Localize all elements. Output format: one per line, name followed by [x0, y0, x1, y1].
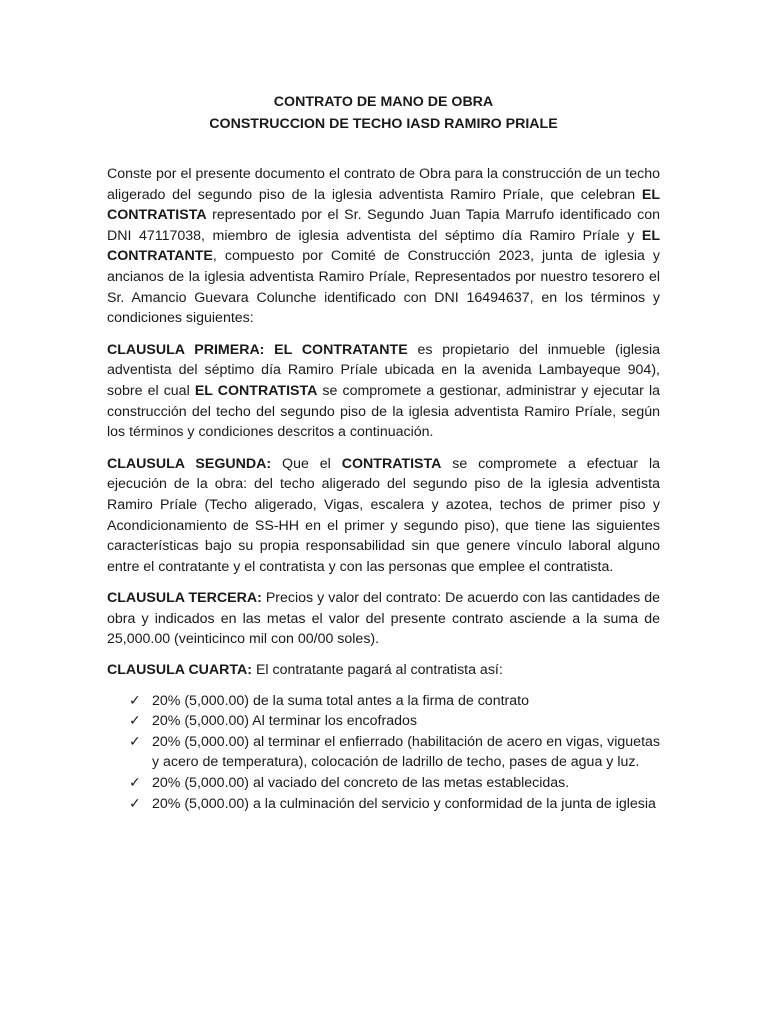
intro-text-1: Conste por el presente documento el contrato de Obra para la construcción de un techo aligerado del segundo piso de la iglesia adventista Ramiro Príale, que celebran — [107, 166, 660, 203]
intro-bold-contratante: EL CONTRATANTE — [107, 227, 660, 265]
clausula-primera-bold-contratista: EL CONTRATISTA — [194, 382, 318, 399]
clausula-tercera-heading: CLAUSULA TERCERA: — [107, 590, 262, 607]
payment-list — [107, 691, 660, 815]
clausula-primera-text-1: es propietario del inmueble (iglesia adventista del séptimo día Ramiro Príale ubicada en la avenida Lambayeque 904), sobre el cual — [107, 341, 660, 399]
clausula-segunda-heading: CLAUSULA SEGUNDA: — [107, 455, 272, 472]
list-item — [107, 794, 660, 815]
clausula-primera-text-2: se compromete a gestionar, administrar y ejecutar la construcción del techo del segundo piso de la iglesia adventista Ramiro Príale, según los términos y condiciones descritos a continuación. — [107, 382, 661, 441]
clausula-cuarta-heading: CLAUSULA CUARTA: — [107, 662, 253, 679]
payment-item-text: 20% (5,000.00) Al terminar los encofrados — [152, 713, 417, 730]
list-item — [107, 732, 660, 773]
clausula-cuarta — [107, 660, 660, 681]
clausula-cuarta-text: El contratante pagará al contratista así: — [252, 662, 503, 679]
intro-paragraph — [107, 164, 660, 329]
payment-item-text: 20% (5,000.00) de la suma total antes a la firma de contrato — [152, 692, 529, 709]
clausula-segunda-text-1: Que el — [271, 455, 342, 472]
payment-item-text: 20% (5,000.00) al vaciado del concreto de las metas establecidas. — [152, 775, 570, 792]
check-mark-icon: ✓ — [129, 692, 141, 709]
payment-item-text: 20% (5,000.00) a la culminación del servicio y conformidad de la junta de iglesia — [152, 795, 656, 812]
list-item — [107, 711, 660, 732]
intro-text-2: representado por el Sr. Segundo Juan Tapia Marrufo identificado con DNI 47117038, miembro de iglesia adventista del séptimo día Ramiro Príale y — [107, 207, 660, 244]
clausula-segunda-bold-contratista: CONTRATISTA — [341, 455, 442, 472]
document-subtitle: CONSTRUCCION DE TECHO IASD RAMIRO PRIALE — [209, 116, 558, 132]
intro-bold-contratista: EL CONTRATISTA — [107, 186, 660, 224]
list-item — [107, 773, 660, 794]
clausula-primera-heading: CLAUSULA PRIMERA: EL CONTRATANTE — [107, 341, 408, 358]
clausula-tercera-text: Precios y valor del contrato: De acuerdo con las cantidades de obra y indicados en las metas el valor del presente contrato asciende a la suma de 25,000.00 (veinticinco mil con 00/00 soles). — [107, 590, 660, 648]
list-item — [107, 691, 660, 712]
clausula-segunda — [107, 454, 660, 578]
check-mark-icon: ✓ — [129, 775, 141, 792]
check-mark-icon: ✓ — [129, 795, 141, 812]
check-mark-icon: ✓ — [129, 733, 141, 750]
check-mark-icon: ✓ — [129, 713, 141, 730]
clausula-primera — [107, 340, 660, 443]
document-title: CONTRATO DE MANO DE OBRA — [273, 94, 494, 110]
clausula-tercera — [107, 588, 660, 650]
document-body — [107, 92, 660, 814]
intro-text-3: , compuesto por Comité de Construcción 2023, junta de iglesia y ancianos de la iglesia adventista Ramiro Príale, Representados por nuestro tesorero el Sr. Amancio Guevara Colunche identificado con DNI 16494637, en los términos y condiciones siguientes: — [107, 248, 660, 327]
payment-item-text: 20% (5,000.00) al terminar el enfierrado (habilitación de acero en vigas, viguetas y acero de temperatura), colocación de ladrillo de techo, pases de agua y luz. — [152, 733, 660, 771]
clausula-segunda-text-2: se compromete a efectuar la ejecución de la obra: del techo aligerado del segundo piso de la iglesia adventista Ramiro Príale (Techo aligerado, Vigas, escalera y azotea, techos de primer piso y Acondicionamiento de SS-HH en el primer y segundo piso), que tiene las siguientes características bajo su propia responsabilidad sin que genere vínculo laboral alguno entre el contratante y el contratista y con las personas que emplee el contratista. — [107, 455, 661, 575]
